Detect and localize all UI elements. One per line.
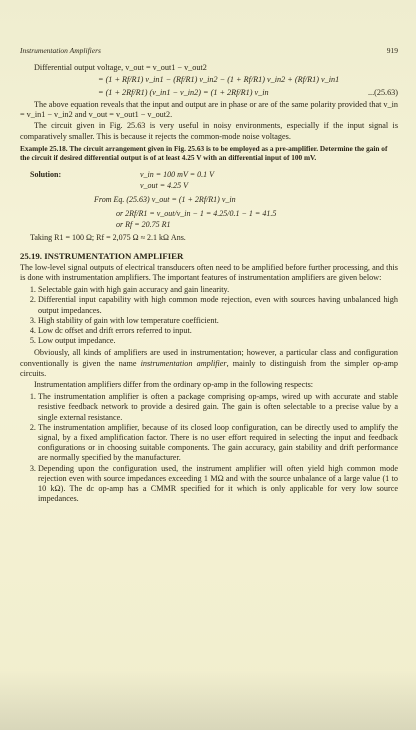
page-header (20, 46, 398, 55)
list-item: 5. Low output impedance. (38, 336, 398, 346)
paragraph-obviously (20, 348, 398, 379)
solution-label: Solution: (30, 169, 62, 179)
features-list (20, 285, 398, 346)
para-a-text: Obviously, all kinds of amplifiers are used in instrumentation; however, a particular class and configuration conventionally is given the name (20, 348, 398, 368)
solution-line-6: Taking R1 = 100 Ω; Rf = 2,075 Ω ≈ 2.1 kΩ Ans. (30, 232, 186, 242)
paragraph-phase: The above equation reveals that the input and output are in phase or are of the same polarity provided that v_in = v_in1 − v_in2 and v_out = v_out1 − v_out2. (20, 100, 398, 120)
para-a-end: , mainly to distinguish from the simpler op-amp circuits. (20, 358, 399, 378)
list-item: 3. Depending upon the configuration used, the instrument amplifier will often yield high common mode rejection even with source impedances exceeding 1 MΩ and with the source unbalance of a large value (1 to 10 kΩ). The dc op-amp has a CMMR specified for it which is only applicable for very low source impedances. (38, 464, 398, 505)
list-item: 2. The instrumentation amplifier, because of its closed loop configuration, can be directly used to amplify the signal, by a fixed amplification factor. There is no user effort required in selecting the input and feedback configurations or in choosing suitable components. The gain accuracy, gain stability and drift performance are normally specified by the manufacturer. (38, 423, 398, 464)
list-item: 2. Differential input capability with high common mode rejection, even with sources having unbalanced high output impedances. (38, 295, 398, 315)
solution-line-3: From Eq. (25.63) v_out = (1 + 2Rf/R1) v_in (94, 194, 236, 204)
para-a-emphasis: instrumentation amplifier (140, 358, 227, 368)
paragraph-differ: Instrumentation amplifiers differ from the ordinary op-amp in the following respects: (34, 380, 314, 390)
differences-list (20, 392, 398, 504)
paragraph-noise: The circuit given in Fig. 25.63 is very useful in noisy environments, especially if the input signal is comparatively smaller. This is because it rejects the common-mode noise voltages. (20, 121, 398, 141)
list-item: 4. Low dc offset and drift errors referred to input. (38, 326, 398, 336)
page-shadow (0, 670, 416, 730)
solution-line-4: or 2Rf/R1 = v_out/v_in − 1 = 4.25/0.1 − 1 = 41.5 (116, 208, 277, 218)
solution-block (20, 169, 398, 243)
section-intro: The low-level signal outputs of electrical transducers often need to be amplified before further processing, and this is done with instrumentation amplifiers. The important features of instrumentation amplifiers are given below: (20, 262, 398, 283)
page-number: 919 (386, 46, 398, 55)
equation-number: ...(25.63) (367, 88, 398, 97)
equation-line-2 (20, 86, 398, 99)
equation-2-text: = (1 + 2Rf/R1) (v_in1 − v_in2) = (1 + 2Rf/R1) v_in (98, 88, 269, 97)
solution-line-5: or Rf = 20.75 R1 (116, 219, 171, 229)
list-item: 1. Selectable gain with high gain accuracy and gain linearity. (38, 285, 398, 295)
solution-line-1: v_in = 100 mV = 0.1 V (140, 169, 214, 179)
list-item: 1. The instrumentation amplifier is often a package comprising op-amps, wired up with accurate and stable resistive feedback network to provide a desired gain. The gain is often selectable to a precise value by a single external resistance. (38, 392, 398, 423)
example-25-18: Example 25.18. The circuit arrangement given in Fig. 25.63 is to be employed as a pre-amplifier. Determine the gain of the circuit if desired differential output is of at least 4.25 V with an differential input of 100 mV. (20, 143, 388, 163)
diff-output-label: Differential output voltage, v_out = v_out1 − v_out2 (34, 63, 207, 72)
solution-line-2: v_out = 4.25 V (140, 180, 189, 190)
running-title: Instrumentation Amplifiers (20, 46, 101, 55)
equation-line-1: = (1 + Rf/R1) v_in1 − (Rf/R1) v_in2 − (1 + Rf/R1) v_in2 + (Rf/R1) v_in1 (98, 75, 340, 84)
section-heading: 25.19. INSTRUMENTATION AMPLIFIER (20, 250, 184, 261)
list-item: 3. High stability of gain with low temperature coefficient. (38, 316, 398, 326)
